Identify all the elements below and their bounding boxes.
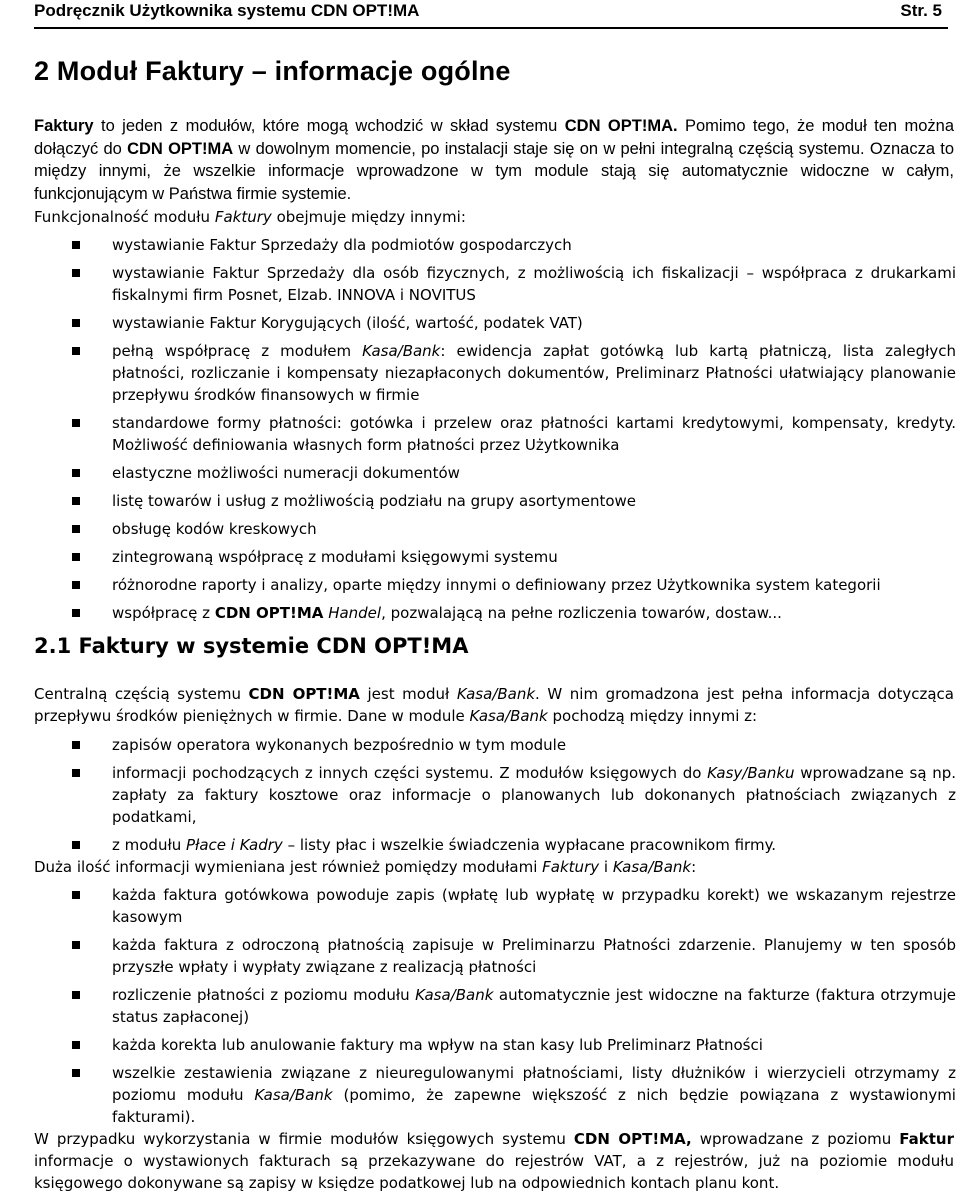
text-run: z modułu xyxy=(112,836,186,854)
section-heading: 2 Moduł Faktury – informacje ogólne xyxy=(34,56,511,86)
list-item xyxy=(72,312,956,334)
text-run: Faktury xyxy=(542,858,600,876)
text-run: elastyczne możliwości numeracji dokumentów xyxy=(112,464,460,482)
text-run: Kasa/Bank xyxy=(612,858,692,876)
text-run: współpracę z xyxy=(112,604,215,622)
list-item xyxy=(72,1062,956,1128)
text-run: obejmuje między innymi: xyxy=(271,208,466,226)
text-run: zapisów operatora wykonanych bezpośrednio w tym module xyxy=(112,736,567,754)
text-run: listę towarów i usług z możliwością podziału na grupy asortymentowe xyxy=(112,492,637,510)
list-item xyxy=(72,490,956,512)
list-item xyxy=(72,1034,956,1056)
text-run: – listy płac i wszelkie świadczenia wypłacane pracownikom firmy. xyxy=(282,836,777,854)
data-sources-list xyxy=(72,734,956,862)
page-number: Str. 5 xyxy=(900,1,942,20)
text-run: każda faktura gotówkowa powoduje zapis (wpłatę lub wypłatę w przypadku korekt) we wskazanym rejestrze kasowym xyxy=(112,886,956,926)
text-run: : xyxy=(691,858,697,876)
text-run: CDN OPT!MA. xyxy=(564,117,678,135)
text-run: jest moduł xyxy=(359,685,457,703)
text-run: Centralną częścią systemu xyxy=(34,685,249,703)
text-run: CDN OPT!MA, xyxy=(573,1130,692,1148)
text-run: wprowadzane są np. zapłaty za faktury kosztowe oraz informacje o planowanych lub dokonanych płatnościach związanych z podatkami, xyxy=(112,764,956,826)
text-run: automatycznie jest widoczne na fakturze (faktura otrzymuje status zapłaconej) xyxy=(112,986,956,1026)
text-run: informacji pochodzących z innych części systemu. Z modułów księgowych do xyxy=(112,764,708,782)
text-run: Faktur xyxy=(899,1130,954,1148)
text-run: standardowe formy płatności: gotówka i przelew oraz płatności kartami kredytowymi, kompensaty, kredyty. Możliwość definiowania własnych form płatności przez Użytkownika xyxy=(112,414,956,454)
list-item xyxy=(72,602,956,624)
text-run: Płace i Kadry xyxy=(186,836,283,854)
text-run: CDN OPT!MA xyxy=(248,685,360,703)
text-run: Faktury xyxy=(214,208,272,226)
list-item xyxy=(72,412,956,456)
text-run: obsługę kodów kreskowych xyxy=(112,520,317,538)
list-item xyxy=(72,834,956,856)
list-item xyxy=(72,574,956,596)
accounting-paragraph xyxy=(34,1128,954,1194)
list-item xyxy=(72,518,956,540)
exchange-paragraph xyxy=(34,856,954,878)
text-run: CDN OPT!MA xyxy=(214,604,324,622)
text-run: Funkcjonalność modułu xyxy=(34,208,215,226)
text-run: wystawianie Faktur Korygujących (ilość, wartość, podatek VAT) xyxy=(112,314,583,332)
kasa-bank-paragraph xyxy=(34,683,954,727)
list-item xyxy=(72,934,956,978)
text-run: Handel xyxy=(328,604,382,622)
exchange-list xyxy=(72,884,956,1134)
list-item xyxy=(72,984,956,1028)
text-run: w dowolnym momencie, po instalacji staje się on w pełni integralną częścią systemu. Oznacza to między innymi, że wszelkie informacje wprowadzone w tym module stają się automatycznie widoczne w całym, funkcjonującym w Państwa firmie systemie. xyxy=(34,139,955,203)
list-item xyxy=(72,262,956,306)
text-run: Kasa/Bank xyxy=(362,342,441,360)
text-run: . W nim gromadzona jest pełna informacja dotycząca przepływu środków pieniężnych w firmie. Dane w module xyxy=(34,685,954,725)
text-run: Pomimo tego, że moduł ten można dołączyć do xyxy=(34,117,955,158)
intro-paragraph xyxy=(34,115,954,205)
list-item xyxy=(72,884,956,928)
text-run: Kasa/Bank xyxy=(254,1086,333,1104)
text-run: pełną współpracę z modułem xyxy=(112,342,363,360)
text-run: Faktury xyxy=(34,117,94,135)
text-run: to jeden z modułów, które mogą wchodzić w skład systemu xyxy=(93,117,565,135)
text-run: każda korekta lub anulowanie faktury ma wpływ na stan kasy lub Preliminarz Płatności xyxy=(112,1036,763,1054)
text-run: CDN OPT!MA xyxy=(127,139,234,158)
text-run: Kasa/Bank xyxy=(415,986,494,1004)
text-run: W przypadku wykorzystania w firmie modułów księgowych systemu xyxy=(34,1130,574,1148)
text-run: pochodzą między innymi z: xyxy=(547,707,758,725)
text-run: każda faktura z odroczoną płatnością zapisuje w Preliminarzu Płatności zdarzenie. Planujemy w ten sposób przyszłe wpłaty i wypłaty związane z realizacją płatności xyxy=(112,936,956,976)
list-item xyxy=(72,762,956,828)
text-run: Kasa/Bank xyxy=(456,685,536,703)
text-run: wystawianie Faktur Sprzedaży dla osób fizycznych, z możliwością ich fiskalizacji – współpraca z drukarkami fiskalnymi firm Posnet, Elzab. INNOVA i NOVITUS xyxy=(112,264,956,304)
text-run: rozliczenie płatności z poziomu modułu xyxy=(112,986,416,1004)
text-run: wszelkie zestawienia związane z nieuregulowanymi płatnościami, listy dłużników i wierzycieli otrzymamy z poziomu modułu xyxy=(112,1064,956,1104)
text-run: i xyxy=(599,858,613,876)
subsection-heading: 2.1 Faktury w systemie CDN OPT!MA xyxy=(34,634,469,658)
text-run: Duża ilość informacji wymieniana jest również pomiędzy modułami xyxy=(34,858,543,876)
text-run: Kasy/Banku xyxy=(707,764,795,782)
list-item xyxy=(72,462,956,484)
text-run: zintegrowaną współpracę z modułami księgowymi systemu xyxy=(112,548,558,566)
page-header xyxy=(34,0,948,29)
text-run: wystawianie Faktur Sprzedaży dla podmiotów gospodarczych xyxy=(112,236,572,254)
text-run: wprowadzane z poziomu xyxy=(691,1130,900,1148)
list-item xyxy=(72,340,956,406)
list-item xyxy=(72,546,956,568)
header-title: Podręcznik Użytkownika systemu CDN OPT!MA xyxy=(34,1,420,20)
functionality-list xyxy=(72,234,956,630)
text-run: : ewidencja zapłat gotówką lub kartą płatniczą, lista zaległych płatności, rozliczanie i kompensaty niezapłaconych dokumentów, Preliminarz Płatności ułatwiający planowanie przepływu środków finansowych w firmie xyxy=(112,342,956,404)
list-item xyxy=(72,734,956,756)
text-run: (pomimo, że zapewne większość z nich będzie powiązana z wystawionymi fakturami). xyxy=(112,1086,956,1126)
text-run: Kasa/Bank xyxy=(469,707,548,725)
text-run: informacje o wystawionych fakturach są przekazywane do rejestrów VAT, a z rejestrów, już na poziomie modułu księgowego dokonywane są zapisy w księdze podatkowej lub na odpowiednich kontach planu kont. xyxy=(34,1152,954,1192)
list-item xyxy=(72,234,956,256)
text-run: , pozwalającą na pełne rozliczenia towarów, dostaw... xyxy=(381,604,782,622)
text-run: różnorodne raporty i analizy, oparte między innymi o definiowany przez Użytkownika system kategorii xyxy=(112,576,881,594)
functionality-intro xyxy=(34,206,954,228)
